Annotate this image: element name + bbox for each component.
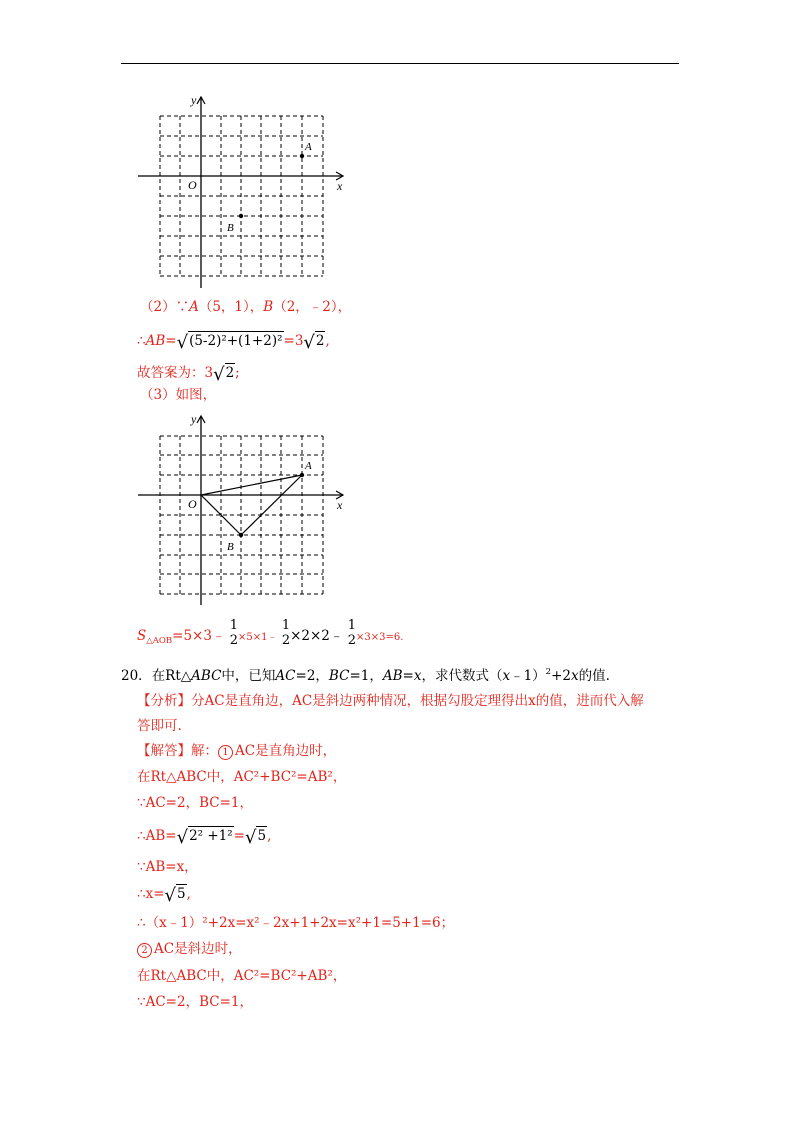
circled-number-1: 1 <box>218 745 233 760</box>
header-rule <box>121 63 679 64</box>
sol3-heading: （3）如图， <box>140 387 217 403</box>
y-axis-label: y <box>191 412 197 426</box>
x-axis-label: x <box>337 498 343 512</box>
answer-line3: ∴AB=√2² +1²=√5, <box>137 827 272 848</box>
origin-label: O <box>188 497 197 511</box>
answer-line5: ∴x=√5, <box>137 885 191 906</box>
segment-ab <box>241 475 302 535</box>
x-axis-label: x <box>337 179 343 193</box>
sol2-line2: ∴AB=√(5-2)²+(1+2)²=3√2, <box>137 332 330 353</box>
answer-line1: 在Rt△ABC中，AC²+BC²=AB²， <box>137 769 347 785</box>
fraction-half: 1 2 <box>347 617 356 648</box>
fraction-half: 1 2 <box>281 617 291 648</box>
a-label: A <box>305 141 312 153</box>
b-label: B <box>227 222 234 234</box>
origin-label: O <box>188 178 197 192</box>
area-formula: $S_{\triangle AOB}=5\times 3﹣$ 1 2 ×5×1﹣ 1 2 ×2×2﹣ 1 2 ×3×3=6. <box>137 617 404 648</box>
circled-number-2: 2 <box>137 943 152 958</box>
answer-line2: ∵AC=2，BC=1， <box>137 795 253 811</box>
answer-line9: ∵AC=2，BC=1， <box>137 994 253 1010</box>
analysis-tag: 【分析】 <box>137 693 191 709</box>
analysis-line2: 答即可. <box>137 718 182 734</box>
sol2-answer: 故答案为：3√2; <box>137 364 240 385</box>
coordinate-graph-2 <box>135 411 350 607</box>
answer-line8: 在Rt△ABC中，AC²=BC²+AB²， <box>137 968 347 984</box>
b-label: B <box>227 541 234 553</box>
fraction-half: 1 2 <box>229 617 239 648</box>
answer-line0: 【解答】解： 1 AC是直角边时， <box>137 743 337 759</box>
answer-line6: ∴（x﹣1）²+2x=x²﹣2x+1+2x=x²+1=5+1=6； <box>137 915 455 931</box>
a-label: A <box>305 460 312 472</box>
coordinate-graph-1 <box>135 92 350 292</box>
point-a <box>300 154 304 158</box>
answer-tag: 【解答】 <box>137 743 191 759</box>
point-a <box>300 473 304 477</box>
answer-line4: ∵AB=x， <box>137 859 198 875</box>
answer-line7: 2 AC是斜边时， <box>137 940 242 958</box>
question-20: 20．在Rt△ABC中，已知AC=2，BC=1，AB=x，求代数式（x﹣1）$^2$+2x的值. <box>121 667 610 684</box>
segment-oa <box>201 475 302 495</box>
point-b <box>239 214 243 218</box>
point-b <box>239 533 243 537</box>
analysis-line1: 【分析】分AC是直角边，AC是斜边两种情况，根据勾股定理得出x的值，进而代入解 <box>137 693 644 709</box>
sol2-line1: （2）∵A（5，1），B（2，﹣2）， <box>140 299 352 315</box>
y-axis-label: y <box>191 93 197 107</box>
